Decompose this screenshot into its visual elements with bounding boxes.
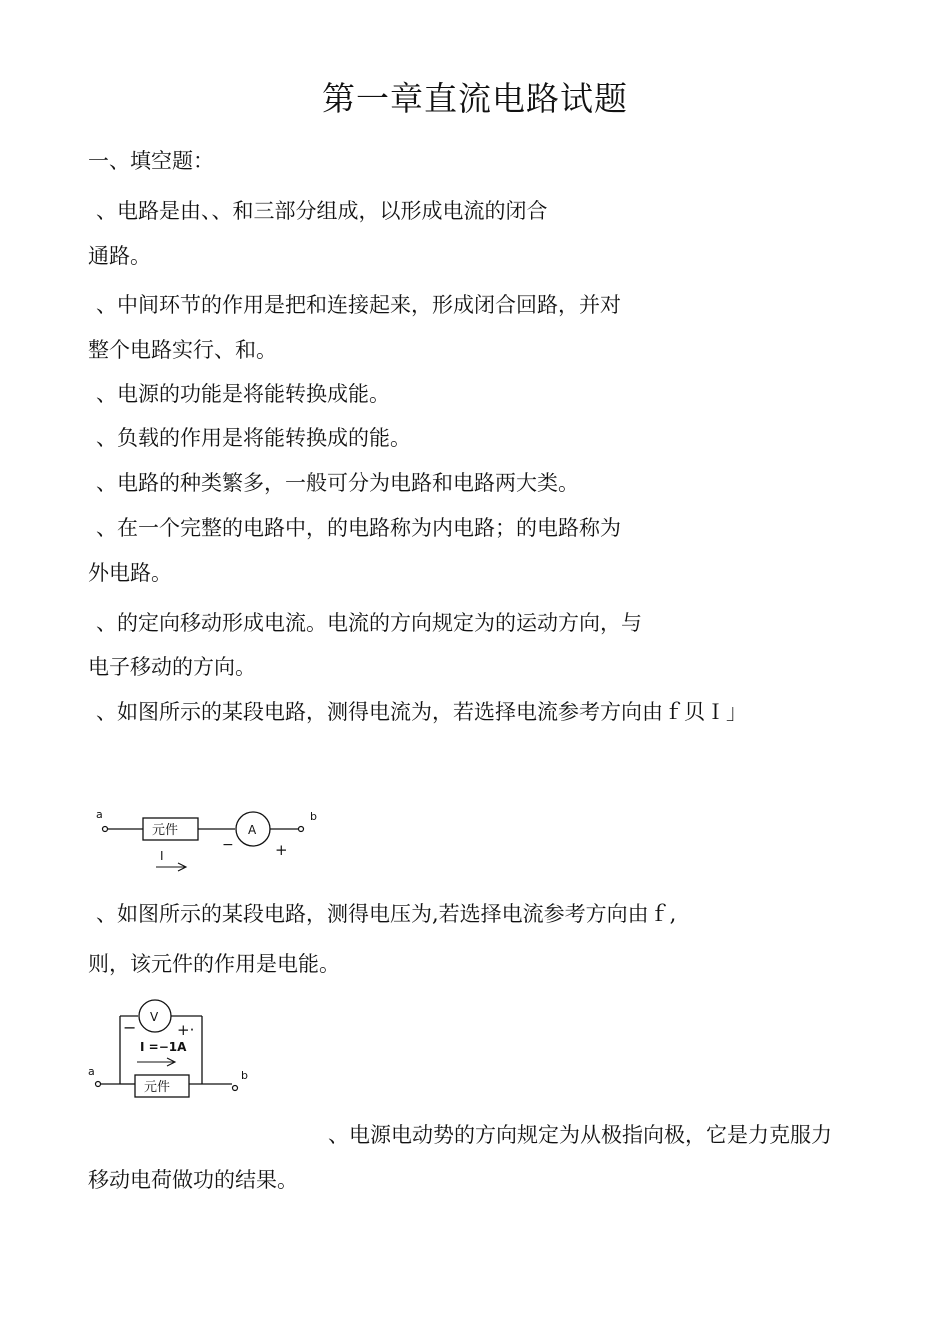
section-heading: 一、填空题： — [88, 149, 214, 173]
fig1-current-label: I — [160, 849, 164, 863]
question-8: 、如图所示的某段电路，测得电流为，若选择电流参考方向由ｆ贝Ｉ」 — [96, 700, 747, 724]
fig1-element-label: 元件 — [152, 823, 179, 838]
fig2-voltmeter-label: V — [150, 1010, 159, 1024]
figure-1-circuit — [90, 808, 330, 878]
question-6-line-1: 、在一个完整的电路中，的电路称为内电路；的电路称为 — [96, 516, 621, 540]
fig1-node-b-label: b — [310, 810, 317, 823]
question-10-line-1: 、电源电动势的方向规定为从极指向极，它是力克服力 — [328, 1123, 832, 1147]
fig2-current-label: I =−1A — [140, 1040, 187, 1054]
question-1-line-2: 通路。 — [88, 244, 151, 268]
fig1-node-a-label: a — [96, 808, 103, 821]
fig1-terminal-a — [103, 827, 108, 832]
fig1-ammeter-label: A — [248, 823, 257, 837]
question-9-line-1: 、如图所示的某段电路，测得电压为,若选择电流参考方向由ｆ, — [96, 902, 677, 926]
fig1-minus-sign: − — [222, 837, 234, 853]
question-7-line-1: 、的定向移动形成电流。电流的方向规定为的运动方向，与 — [96, 611, 642, 635]
question-7-line-2: 电子移动的方向。 — [88, 655, 256, 679]
question-2-line-1: 、中间环节的作用是把和连接起来，形成闭合回路，并对 — [96, 293, 621, 317]
fig2-node-b-label: b — [241, 1069, 248, 1082]
question-9-line-2: 则，该元件的作用是电能。 — [88, 952, 340, 976]
fig2-node-a-label: a — [88, 1065, 95, 1078]
fig1-plus-sign: + — [275, 841, 288, 859]
fig2-terminal-a — [96, 1082, 101, 1087]
question-2-line-2: 整个电路实行、和。 — [88, 338, 277, 362]
fig2-element-label: 元件 — [144, 1080, 171, 1095]
question-10-line-2: 移动电荷做功的结果。 — [88, 1168, 298, 1192]
question-5: 、电路的种类繁多，一般可分为电路和电路两大类。 — [96, 471, 579, 495]
fig2-plus-sign: +· — [177, 1021, 195, 1039]
question-3: 、电源的功能是将能转换成能。 — [96, 382, 390, 406]
question-1-line-1: 、电路是由、、和三部分组成，以形成电流的闭合 — [96, 199, 548, 223]
figure-2-circuit — [85, 1000, 265, 1100]
fig2-terminal-b — [233, 1086, 238, 1091]
question-4: 、负载的作用是将能转换成的能。 — [96, 426, 411, 450]
question-6-line-2: 外电路。 — [88, 561, 172, 585]
fig1-terminal-b — [299, 827, 304, 832]
fig2-minus-sign: − — [123, 1018, 137, 1037]
page-title: 第一章直流电路试题 — [322, 79, 628, 118]
